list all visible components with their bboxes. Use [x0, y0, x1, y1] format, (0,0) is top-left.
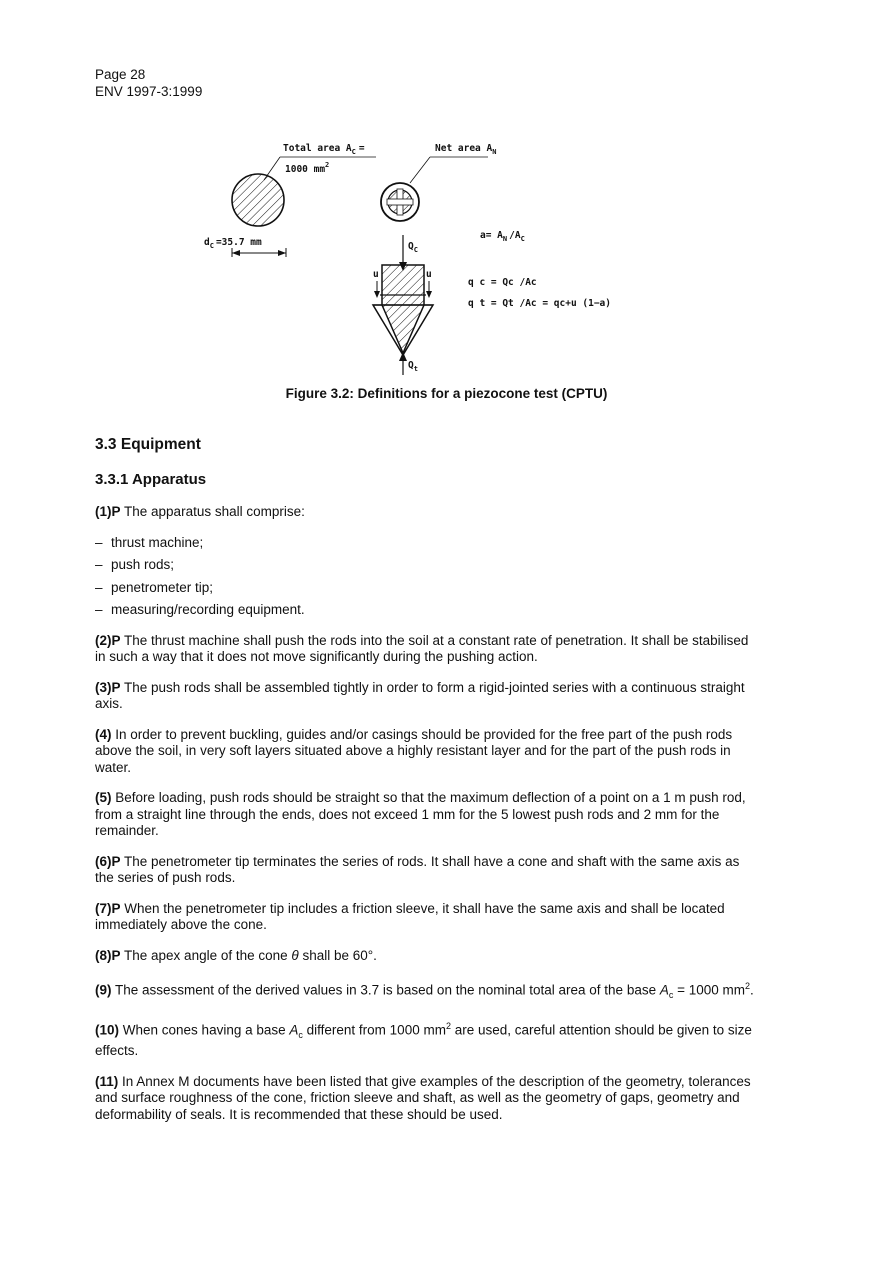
list-item: – measuring/recording equipment. [95, 602, 305, 617]
paragraph-1: (1)P The apparatus shall comprise: [95, 504, 305, 519]
formula-qt: q t = Qt /Ac = qc+u (1−a) [468, 298, 611, 309]
qc-label: $Q_C$ [408, 241, 418, 254]
list-item: – push rods; [95, 557, 175, 572]
page-header [95, 66, 202, 100]
paragraph-7: (7)P When the penetrometer tip includes a friction sleeve, it shall have the same axis and shall be located immediately above the cone. [95, 900, 725, 932]
page-number: Page 28 [95, 67, 146, 82]
paragraph-4: (4) In order to prevent buckling, guides and/or casings should be provided for the free part of the push rods above the soil, in very soft layers situated above a highly resistant layer and for the part of the push rods in water. [95, 726, 733, 775]
net-area-label: Net area $A_N$ [435, 143, 497, 156]
pore-pressure-label-left: u [373, 269, 379, 280]
paragraph-5: (5) Before loading, push rods should be straight so that the maximum deflection of a point on a 1 m push rod, from a straight line through the ends, does not exceed 1 mm for the 5 lowest push rods and 2 mm for the remainder. [95, 790, 746, 838]
apparatus-list [95, 535, 760, 619]
figure-caption: Figure 3.2: Definitions for a piezocone test (CPTU) [285, 386, 608, 401]
paragraph-10: (10) When cones having a base $A_c$ different from 1000 $mm^2$ are used, careful attention should be given to size effects. [95, 1020, 752, 1059]
net-area-pointer [410, 157, 430, 183]
list-item: – penetrometer tip; [95, 579, 214, 595]
paragraph-9: (9) The assessment of the derived values in 3.7 is based on the nominal total area of the base $A_c = 1000$ $mm^2$. [95, 981, 754, 1001]
piezocone-figure [190, 135, 690, 380]
standard-reference: ENV 1997-3:1999 [95, 84, 203, 99]
section-title: 3.3 Equipment [95, 436, 201, 453]
subsection-title: 3.3.1 Apparatus [95, 470, 207, 488]
paragraph-8: (8)P The apex angle of the cone θ shall be 60°. [95, 947, 377, 963]
pore-pressure-label-right: u [426, 269, 432, 280]
ratio-formula: $a= A_N$ $/A_C$ [480, 230, 525, 243]
formula-qc: q c = Qc /Ac [468, 277, 537, 288]
cone-body [382, 265, 424, 353]
diameter-label: $d_C =35.7$ mm [204, 237, 262, 250]
list-item: – thrust machine; [95, 534, 204, 550]
paragraph-2: (2)P The thrust machine shall push the rods into the soil at a constant rate of penetration. It shall be stabilised in such a way that it does not move significantly during the pushing action. [95, 632, 749, 664]
paragraph-6: (6)P The penetrometer tip terminates the series of rods. It shall have a cone and shaft with the same axis as the series of push rods. [95, 853, 740, 885]
total-area-label: Total area $A_C$ = [283, 143, 365, 156]
paragraph-3: (3)P The push rods shall be assembled tightly in order to form a rigid-jointed series with a continuous straight axis. [95, 679, 745, 711]
total-area-circle [232, 174, 284, 226]
qt-label: $Q_t$ [408, 360, 418, 373]
paragraph-11: (11) In Annex M documents have been listed that give examples of the description of the geometry, tolerances and surface roughness of the cone, friction sleeve and shaft, as well as the geometry of gaps, geometry and deformability of seals. It is recommended that these should be used. [95, 1073, 751, 1122]
document-body [95, 437, 760, 1137]
total-area-value: 1000 $mm^2$ [285, 161, 330, 175]
